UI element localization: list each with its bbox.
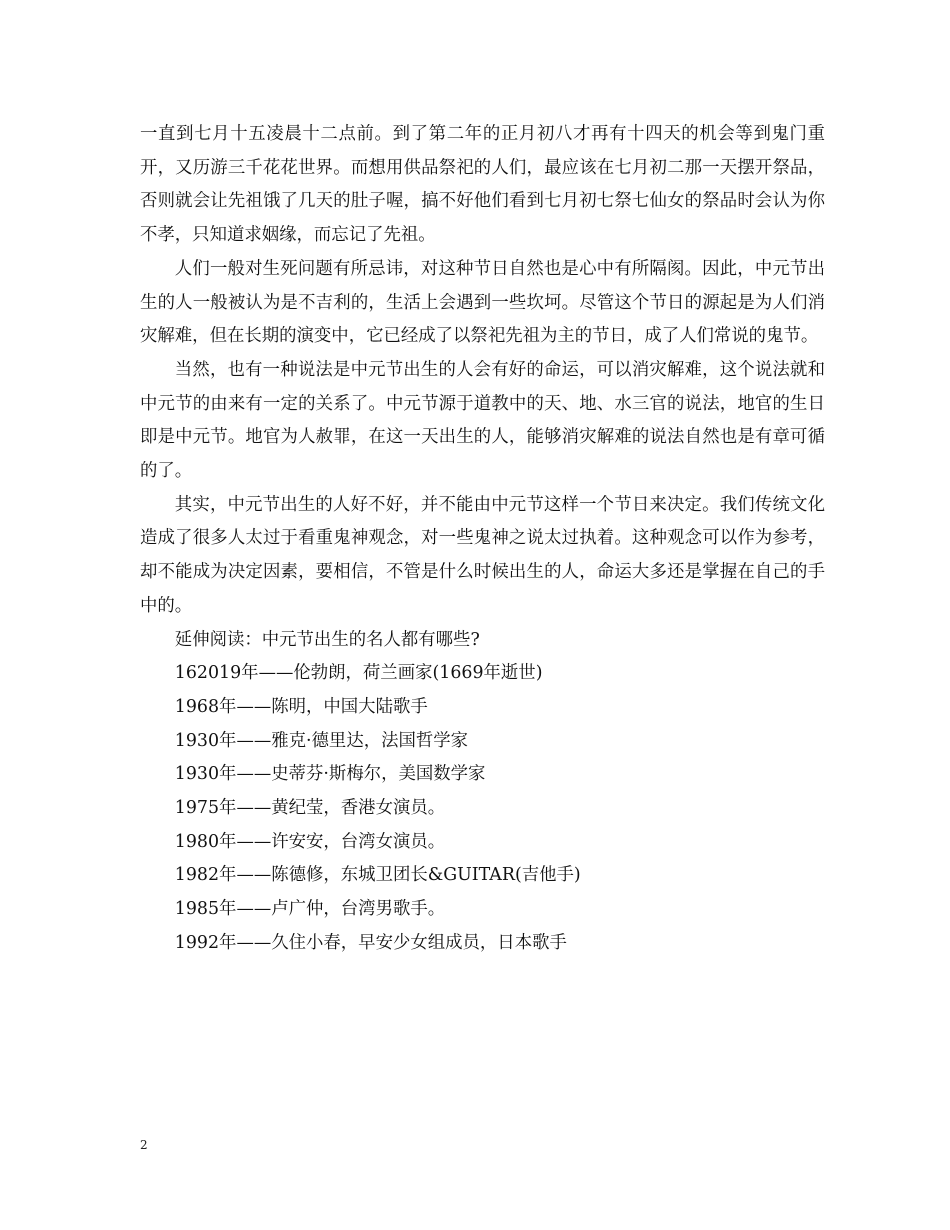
list-item: 1992年——久住小春，早安少女组成员，日本歌手 bbox=[174, 932, 567, 953]
list-item: 1980年——许安安，台湾女演员。 bbox=[174, 831, 446, 852]
list-item: 1968年——陈明，中国大陆歌手 bbox=[174, 696, 428, 717]
list-heading: 延伸阅读：中元节出生的名人都有哪些? bbox=[174, 629, 480, 650]
list-item: 1930年——雅克·德里达，法国哲学家 bbox=[174, 730, 469, 751]
document-body bbox=[140, 118, 825, 961]
list-item: 1930年——史蒂芬·斯梅尔，美国数学家 bbox=[174, 764, 486, 785]
list-item: 162019年——伦勃朗，荷兰画家(1669年逝世) bbox=[174, 663, 543, 684]
paragraph-continued: 一直到七月十五凌晨十二点前。到了第二年的正月初八才再有十四天的机会等到鬼门重开，又历游三千花花世界。而想用供品祭祀的人们，最应该在七月初二那一天摆开祭品，否则就会让先祖饿了几天的肚子喔，搞不好他们看到七月初七祭七仙女的祭品时会认为你不孝，只知道求姻缘，而忘记了先祖。 bbox=[140, 124, 825, 246]
page-number: 2 bbox=[140, 1138, 148, 1152]
list-item: 1985年——卢广仲，台湾男歌手。 bbox=[174, 899, 446, 920]
list-item: 1982年——陈德修，东城卫团长&GUITAR(吉他手) bbox=[174, 865, 581, 886]
paragraph-good-fortune: 当然，也有一种说法是中元节出生的人会有好的命运，可以消灾解难，这个说法就和中元节的由来有一定的关系了。中元节源于道教中的天、地、水三官的说法，地官的生日即是中元节。地官为人赦罪，在这一天出生的人，能够消灾解难的说法自然也是有章可循的了。 bbox=[140, 359, 825, 482]
list-item: 1975年——黄纪莹，香港女演员。 bbox=[174, 798, 446, 819]
paragraph-conclusion: 其实，中元节出生的人好不好，并不能由中元节这样一个节日来决定。我们传统文化造成了很多人太过于看重鬼神观念，对一些鬼神之说太过执着。这种观念可以作为参考，却不能成为决定因素，要相信，不管是什么时候出生的人，命运大多还是掌握在自己的手中的。 bbox=[140, 494, 825, 616]
famous-people-list bbox=[140, 624, 825, 961]
paragraph-taboo: 人们一般对生死问题有所忌讳，对这种节日自然也是心中有所隔阂。因此，中元节出生的人一般被认为是不吉利的，生活上会遇到一些坎坷。尽管这个节日的源起是为人们消灾解难，但在长期的演变中，它已经成了以祭祀先祖为主的节日，成了人们常说的鬼节。 bbox=[140, 258, 825, 347]
